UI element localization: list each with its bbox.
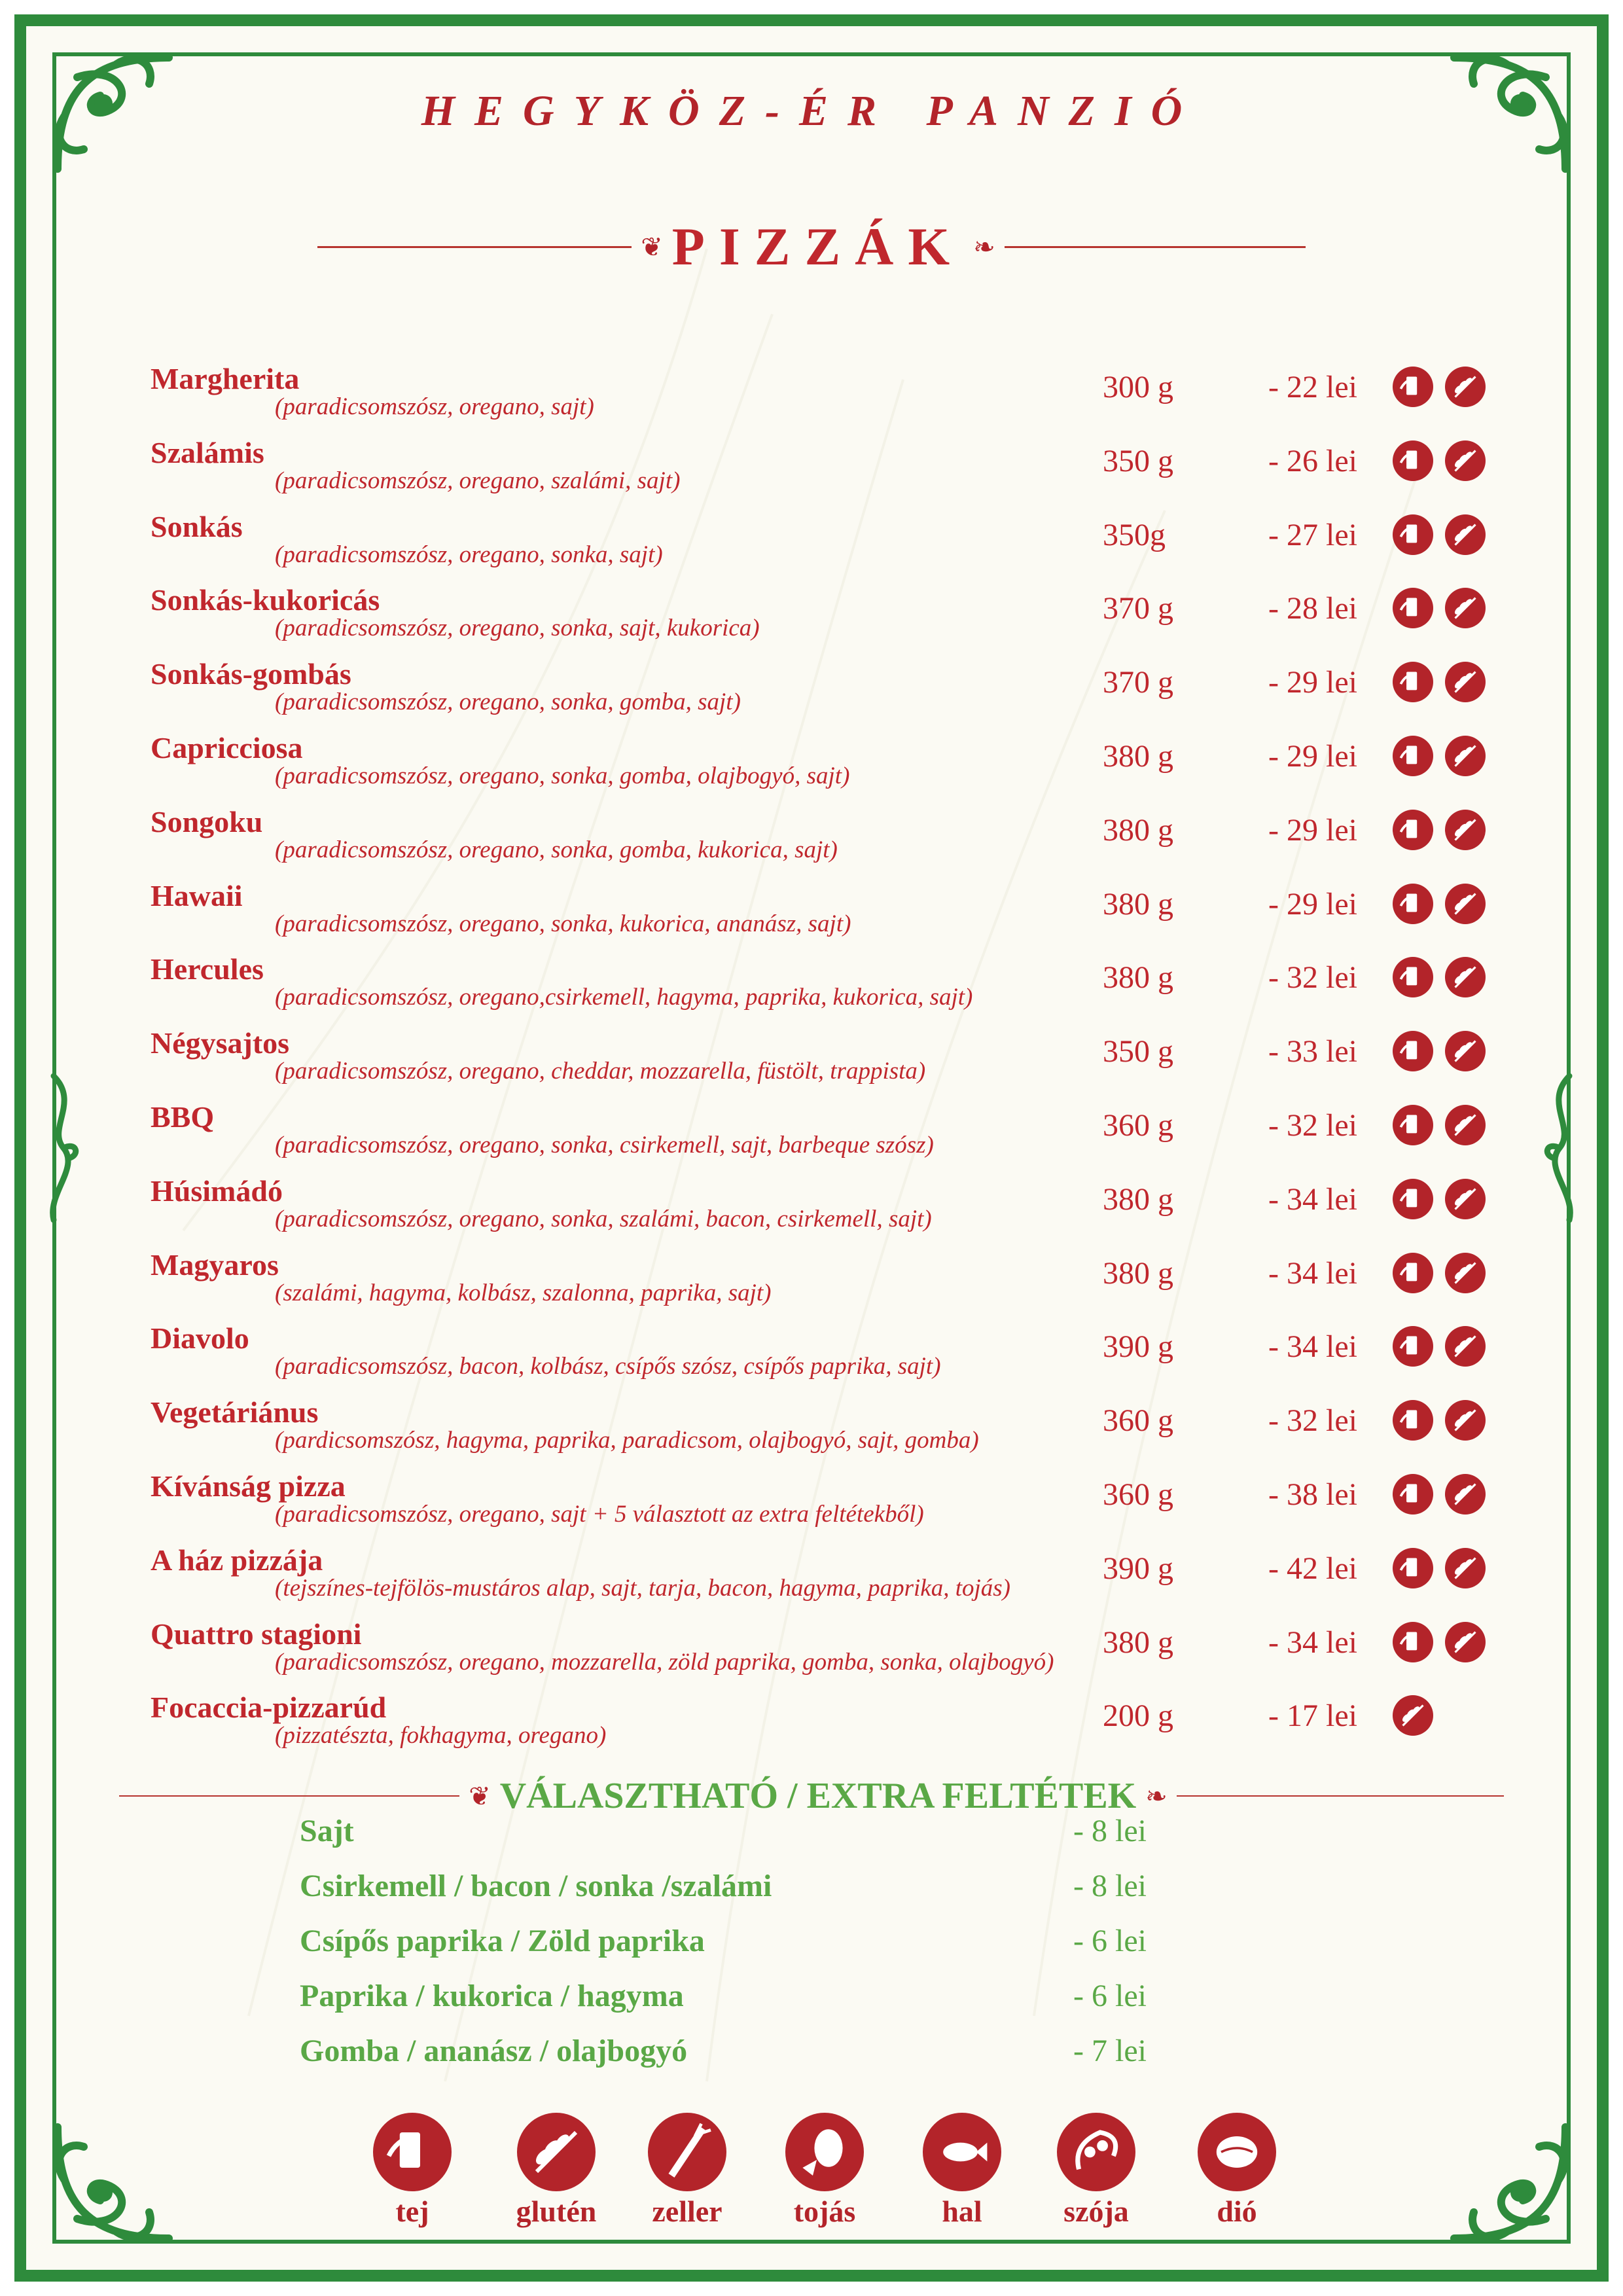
gluten-icon bbox=[1445, 884, 1486, 924]
allergen-legend-item bbox=[1037, 2113, 1155, 2229]
pizza-row bbox=[0, 1174, 1623, 1247]
gluten-icon bbox=[1445, 1400, 1486, 1441]
pizza-row bbox=[0, 1026, 1623, 1099]
tej-icon bbox=[1393, 588, 1433, 628]
pizza-allergens bbox=[1393, 1400, 1486, 1441]
pizza-ingredients: (paradicsomszósz, oregano, sajt + 5 választott az extra feltétekből) bbox=[275, 1501, 924, 1528]
pizza-row bbox=[0, 804, 1623, 878]
pizza-name: Szalámis bbox=[151, 435, 264, 469]
allergen-label: tej bbox=[395, 2195, 429, 2228]
flourish-icon: ❧ bbox=[1145, 1781, 1168, 1811]
pizza-name: Songoku bbox=[151, 804, 263, 838]
divider-line bbox=[1177, 1795, 1504, 1797]
dio-icon bbox=[1198, 2113, 1276, 2191]
pizza-ingredients: (pardicsomszósz, hagyma, paprika, paradicsom, olajbogyó, sajt, gomba) bbox=[275, 1427, 979, 1454]
pizza-weight: 390 g bbox=[1103, 1329, 1173, 1365]
pizza-ingredients: (paradicsomszósz, oregano, sonka, sajt, kukorica) bbox=[275, 615, 760, 642]
pizza-price: - 27 lei bbox=[1268, 517, 1357, 552]
pizza-allergens bbox=[1393, 810, 1486, 850]
pizza-ingredients: (paradicsomszósz, oregano, sonka, sajt) bbox=[275, 541, 663, 568]
pizza-ingredients: (paradicsomszósz, oregano, sonka, gomba, kukorica, sajt) bbox=[275, 836, 838, 863]
gluten-icon bbox=[1445, 367, 1486, 407]
pizza-allergens bbox=[1393, 1326, 1486, 1367]
pizza-name: Húsimádó bbox=[151, 1174, 283, 1208]
extras-title: VÁLASZTHATÓ / EXTRA FELTÉTEK bbox=[499, 1776, 1137, 1816]
tej-icon bbox=[1393, 514, 1433, 555]
pizza-ingredients: (tejszínes-tejfölös-mustáros alap, sajt, tarja, bacon, hagyma, paprika, tojás) bbox=[275, 1574, 1011, 1602]
pizza-name: Sonkás bbox=[151, 509, 243, 543]
pizza-ingredients: (paradicsomszósz, oregano, sonka, kukorica, ananász, sajt) bbox=[275, 910, 851, 937]
pizza-name: Négysajtos bbox=[151, 1026, 290, 1060]
pizza-ingredients: (szalámi, hagyma, kolbász, szalonna, paprika, sajt) bbox=[275, 1279, 772, 1306]
pizza-weight: 380 g bbox=[1103, 1181, 1173, 1217]
allergen-legend-item bbox=[766, 2113, 883, 2229]
pizza-price: - 42 lei bbox=[1268, 1551, 1357, 1586]
pizza-name: Diavolo bbox=[151, 1321, 249, 1355]
pizza-allergens bbox=[1393, 884, 1486, 924]
extra-row bbox=[0, 1813, 1623, 1868]
pizza-weight: 200 g bbox=[1103, 1698, 1173, 1734]
extra-name: Gomba / ananász / olajbogyó bbox=[300, 2034, 688, 2068]
extra-name: Paprika / kukorica / hagyma bbox=[300, 1979, 684, 2013]
pizza-allergens bbox=[1393, 1474, 1486, 1515]
gluten-icon bbox=[1445, 1474, 1486, 1515]
gluten-icon bbox=[1445, 588, 1486, 628]
pizza-price: - 29 lei bbox=[1268, 739, 1357, 774]
gluten-icon bbox=[1445, 1548, 1486, 1588]
section-title: PIZZÁK bbox=[671, 217, 965, 276]
tej-icon bbox=[1393, 1548, 1433, 1588]
pizza-allergens bbox=[1393, 588, 1486, 628]
pizza-row bbox=[0, 878, 1623, 952]
gluten-icon bbox=[1445, 1105, 1486, 1145]
pizza-row bbox=[0, 1247, 1623, 1321]
pizza-price: - 29 lei bbox=[1268, 886, 1357, 922]
allergen-label: zeller bbox=[652, 2195, 722, 2228]
extra-price: - 6 lei bbox=[1073, 1979, 1147, 2013]
pizza-row bbox=[0, 583, 1623, 656]
pizza-name: Vegetáriánus bbox=[151, 1395, 319, 1429]
pizza-name: Capricciosa bbox=[151, 731, 303, 764]
pizza-ingredients: (paradicsomszósz, oregano, sonka, gomba, sajt) bbox=[275, 689, 741, 716]
pizza-weight: 380 g bbox=[1103, 1624, 1173, 1660]
pizza-name: A ház pizzája bbox=[151, 1543, 323, 1577]
allergen-legend-item bbox=[497, 2113, 615, 2229]
pizza-allergens bbox=[1393, 367, 1486, 407]
pizza-price: - 29 lei bbox=[1268, 812, 1357, 848]
pizza-row bbox=[0, 1395, 1623, 1468]
gluten-icon bbox=[1445, 514, 1486, 555]
pizza-price: - 32 lei bbox=[1268, 1108, 1357, 1143]
corner-ornament-icon bbox=[38, 2108, 188, 2258]
pizza-allergens bbox=[1393, 1695, 1433, 1736]
pizza-price: - 22 lei bbox=[1268, 370, 1357, 404]
extra-name: Sajt bbox=[300, 1814, 354, 1848]
allergen-legend-item bbox=[353, 2113, 471, 2229]
pizza-price: - 34 lei bbox=[1268, 1181, 1357, 1217]
gluten-icon bbox=[517, 2113, 596, 2191]
pizza-price: - 38 lei bbox=[1268, 1477, 1357, 1512]
pizza-name: BBQ bbox=[151, 1100, 215, 1134]
extra-price: - 8 lei bbox=[1073, 1814, 1147, 1848]
pizza-row bbox=[0, 509, 1623, 583]
pizza-price: - 34 lei bbox=[1268, 1255, 1357, 1291]
pizza-weight: 300 g bbox=[1103, 370, 1173, 404]
pizza-ingredients: (paradicsomszósz, oregano,csirkemell, hagyma, paprika, kukorica, sajt) bbox=[275, 984, 973, 1011]
tej-icon bbox=[1393, 810, 1433, 850]
allergen-legend-item bbox=[903, 2113, 1021, 2229]
pizza-row bbox=[0, 1617, 1623, 1690]
pizza-ingredients: (paradicsomszósz, oregano, mozzarella, zöld paprika, gomba, sonka, olajbogyó) bbox=[275, 1648, 1054, 1676]
pizza-row bbox=[0, 361, 1623, 435]
pizza-weight: 380 g bbox=[1103, 1255, 1173, 1291]
extra-name: Csirkemell / bacon / sonka /szalámi bbox=[300, 1869, 772, 1903]
tej-icon bbox=[1393, 1622, 1433, 1662]
pizza-weight: 370 g bbox=[1103, 591, 1173, 626]
tej-icon bbox=[1393, 1474, 1433, 1515]
pizza-row bbox=[0, 730, 1623, 804]
allergen-legend-item bbox=[1178, 2113, 1296, 2229]
tej-icon bbox=[1393, 1400, 1433, 1441]
allergen-legend-item bbox=[628, 2113, 746, 2229]
pizza-row bbox=[0, 656, 1623, 730]
gluten-icon bbox=[1445, 1031, 1486, 1071]
pizza-ingredients: (paradicsomszósz, oregano, sonka, csirkemell, sajt, barbeque szósz) bbox=[275, 1132, 934, 1158]
flourish-icon: ❦ bbox=[469, 1781, 491, 1811]
pizza-name: Focaccia-pizzarúd bbox=[151, 1691, 387, 1725]
allergen-label: szója bbox=[1063, 2195, 1129, 2228]
pizza-weight: 380 g bbox=[1103, 812, 1173, 848]
gluten-icon bbox=[1445, 1622, 1486, 1662]
tej-icon bbox=[1393, 1031, 1433, 1071]
pizza-row bbox=[0, 435, 1623, 509]
tej-icon bbox=[1393, 1326, 1433, 1367]
pizza-name: Hawaii bbox=[151, 878, 243, 912]
pizza-row bbox=[0, 952, 1623, 1025]
pizza-weight: 350 g bbox=[1103, 443, 1173, 478]
pizza-name: Sonkás-kukoricás bbox=[151, 583, 380, 617]
allergen-label: tojás bbox=[793, 2195, 856, 2228]
pizza-row bbox=[0, 1100, 1623, 1173]
szoja-icon bbox=[1057, 2113, 1135, 2191]
gluten-icon bbox=[1445, 810, 1486, 850]
extra-price: - 6 lei bbox=[1073, 1924, 1147, 1958]
gluten-icon bbox=[1445, 662, 1486, 702]
tej-icon bbox=[373, 2113, 452, 2191]
pizza-row bbox=[0, 1469, 1623, 1542]
hal-icon bbox=[923, 2113, 1001, 2191]
pizza-allergens bbox=[1393, 440, 1486, 481]
gluten-icon bbox=[1445, 957, 1486, 997]
pizza-name: Kívánság pizza bbox=[151, 1469, 346, 1503]
extra-row bbox=[0, 1868, 1623, 1923]
pizza-allergens bbox=[1393, 1622, 1486, 1662]
pizza-allergens bbox=[1393, 514, 1486, 555]
allergen-label: dió bbox=[1217, 2195, 1257, 2228]
pizza-weight: 380 g bbox=[1103, 886, 1173, 922]
pizza-ingredients: (pizzatészta, fokhagyma, oregano) bbox=[275, 1722, 607, 1749]
gluten-icon bbox=[1445, 440, 1486, 481]
corner-ornament-icon bbox=[1435, 2108, 1585, 2258]
pizza-name: Sonkás-gombás bbox=[151, 657, 351, 691]
pizza-row bbox=[0, 1321, 1623, 1394]
pizza-price: - 32 lei bbox=[1268, 1403, 1357, 1439]
extras-heading bbox=[0, 1775, 1623, 1817]
tej-icon bbox=[1393, 957, 1433, 997]
flourish-icon: ❦ bbox=[641, 232, 663, 262]
pizza-name: Quattro stagioni bbox=[151, 1617, 362, 1651]
pizza-ingredients: (paradicsomszósz, bacon, kolbász, csípős szósz, csípős paprika, sajt) bbox=[275, 1353, 941, 1380]
pizza-weight: 390 g bbox=[1103, 1551, 1173, 1586]
pizza-allergens bbox=[1393, 1253, 1486, 1293]
pizza-allergens bbox=[1393, 1179, 1486, 1219]
tojas-icon bbox=[785, 2113, 864, 2191]
pizza-ingredients: (paradicsomszósz, oregano, sonka, szalámi, bacon, csirkemell, sajt) bbox=[275, 1205, 932, 1232]
tej-icon bbox=[1393, 1253, 1433, 1293]
pizza-allergens bbox=[1393, 662, 1486, 702]
pizza-name: Hercules bbox=[151, 952, 264, 986]
pizza-allergens bbox=[1393, 957, 1486, 997]
pizza-name: Margherita bbox=[151, 362, 300, 395]
pizza-name: Magyaros bbox=[151, 1247, 279, 1282]
pizza-ingredients: (paradicsomszósz, oregano, szalámi, sajt) bbox=[275, 467, 681, 494]
pizza-price: - 28 lei bbox=[1268, 591, 1357, 626]
allergen-label: glutén bbox=[516, 2195, 597, 2228]
pizza-price: - 26 lei bbox=[1268, 443, 1357, 478]
pizza-weight: 360 g bbox=[1103, 1477, 1173, 1512]
pizza-ingredients: (paradicsomszósz, oregano, cheddar, mozzarella, füstölt, trappista) bbox=[275, 1058, 926, 1085]
pizza-allergens bbox=[1393, 1548, 1486, 1588]
tej-icon bbox=[1393, 884, 1433, 924]
pizza-row bbox=[0, 1690, 1623, 1763]
extra-row bbox=[0, 1923, 1623, 1978]
gluten-icon bbox=[1445, 736, 1486, 776]
pizza-price: - 32 lei bbox=[1268, 960, 1357, 996]
pizza-weight: 360 g bbox=[1103, 1403, 1173, 1439]
extra-price: - 7 lei bbox=[1073, 2034, 1147, 2068]
pizza-weight: 350g bbox=[1103, 517, 1166, 552]
pizza-price: - 34 lei bbox=[1268, 1624, 1357, 1660]
pizza-ingredients: (paradicsomszósz, oregano, sajt) bbox=[275, 393, 594, 420]
pizzak-heading bbox=[0, 216, 1623, 278]
tej-icon bbox=[1393, 1105, 1433, 1145]
pizza-price: - 29 lei bbox=[1268, 665, 1357, 700]
pizza-row bbox=[0, 1543, 1623, 1616]
pizza-price: - 17 lei bbox=[1268, 1698, 1357, 1734]
allergen-label: hal bbox=[942, 2195, 982, 2228]
pizza-weight: 380 g bbox=[1103, 960, 1173, 996]
pizza-weight: 370 g bbox=[1103, 665, 1173, 700]
pizza-allergens bbox=[1393, 1105, 1486, 1145]
pizza-ingredients: (paradicsomszósz, oregano, sonka, gomba, olajbogyó, sajt) bbox=[275, 762, 850, 789]
brand-title: HEGYKÖZ-ÉR PANZIÓ bbox=[421, 87, 1202, 135]
zeller-icon bbox=[648, 2113, 726, 2191]
extra-row bbox=[0, 2033, 1623, 2088]
pizza-price: - 34 lei bbox=[1268, 1329, 1357, 1365]
divider-line bbox=[317, 246, 632, 248]
tej-icon bbox=[1393, 736, 1433, 776]
extra-row bbox=[0, 1978, 1623, 2033]
extra-name: Csípős paprika / Zöld paprika bbox=[300, 1924, 705, 1958]
pizza-allergens bbox=[1393, 736, 1486, 776]
pizza-allergens bbox=[1393, 1031, 1486, 1071]
flourish-icon: ❧ bbox=[973, 232, 995, 262]
pizza-weight: 360 g bbox=[1103, 1108, 1173, 1143]
tej-icon bbox=[1393, 367, 1433, 407]
tej-icon bbox=[1393, 440, 1433, 481]
gluten-icon bbox=[1393, 1695, 1433, 1736]
pizza-price: - 33 lei bbox=[1268, 1034, 1357, 1069]
gluten-icon bbox=[1445, 1179, 1486, 1219]
pizza-weight: 380 g bbox=[1103, 739, 1173, 774]
gluten-icon bbox=[1445, 1253, 1486, 1293]
tej-icon bbox=[1393, 1179, 1433, 1219]
divider-line bbox=[119, 1795, 459, 1797]
divider-line bbox=[1005, 246, 1306, 248]
pizza-weight: 350 g bbox=[1103, 1034, 1173, 1069]
gluten-icon bbox=[1445, 1326, 1486, 1367]
tej-icon bbox=[1393, 662, 1433, 702]
extra-price: - 8 lei bbox=[1073, 1869, 1147, 1903]
